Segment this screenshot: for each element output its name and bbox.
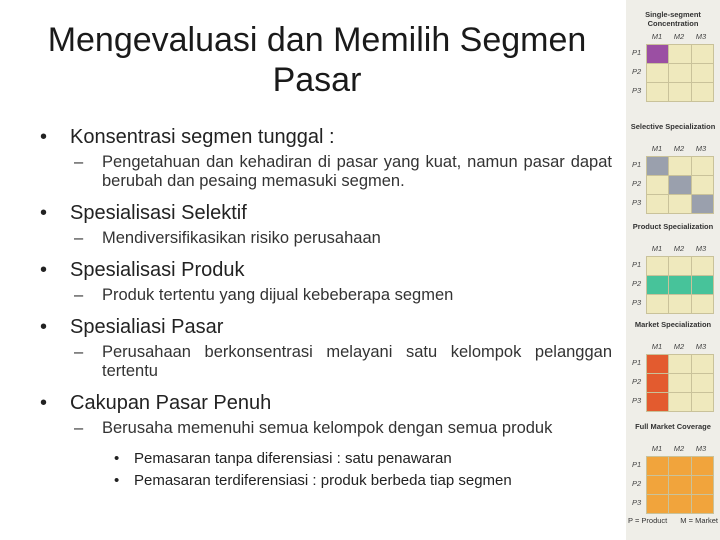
segment-cell-selected bbox=[647, 495, 668, 513]
market-label: M3 bbox=[695, 32, 707, 41]
market-labels bbox=[646, 144, 712, 153]
sub-bullet-marker: – bbox=[74, 419, 84, 437]
bullet-text: Spesialisasi Produk bbox=[70, 259, 245, 281]
bullet-item bbox=[40, 201, 612, 225]
sub-bullet-marker: – bbox=[74, 229, 84, 247]
segment-cell bbox=[692, 257, 713, 275]
legend-product: P = Product bbox=[628, 516, 668, 525]
market-label: M2 bbox=[673, 342, 685, 351]
bullet-marker: • bbox=[40, 202, 48, 224]
segment-cell-selected bbox=[647, 276, 668, 294]
bullet-list bbox=[40, 125, 612, 492]
segment-cell bbox=[647, 176, 668, 194]
segment-cell bbox=[647, 257, 668, 275]
market-label: M2 bbox=[673, 144, 685, 153]
product-label: P3 bbox=[632, 498, 642, 507]
segment-cell bbox=[647, 83, 668, 101]
market-label: M1 bbox=[651, 244, 663, 253]
market-label: M2 bbox=[673, 32, 685, 41]
segment-pattern-figure bbox=[626, 0, 720, 540]
segment-cell-selected bbox=[647, 476, 668, 494]
segment-cell-selected bbox=[647, 157, 668, 175]
legend-market: M = Market bbox=[680, 516, 718, 525]
bullet-text: Spesialisasi Selektif bbox=[70, 202, 247, 224]
market-label: M3 bbox=[695, 342, 707, 351]
market-label: M3 bbox=[695, 444, 707, 453]
market-label: M1 bbox=[651, 444, 663, 453]
segment-cell-selected bbox=[692, 476, 713, 494]
segment-cell bbox=[669, 45, 690, 63]
segment-cell bbox=[647, 64, 668, 82]
segment-grid bbox=[646, 156, 714, 214]
sub-sub-bullet-marker: • bbox=[114, 472, 120, 489]
sub-bullet-marker: – bbox=[74, 153, 84, 171]
bullet-marker: • bbox=[40, 316, 48, 338]
sub-bullet-text: Berusaha memenuhi semua kelompok dengan semua produk bbox=[102, 419, 553, 437]
segment-cell bbox=[692, 64, 713, 82]
segment-cell bbox=[647, 295, 668, 313]
market-labels bbox=[646, 244, 712, 253]
market-label: M3 bbox=[695, 144, 707, 153]
panel-title: Market Specialization bbox=[634, 320, 712, 329]
product-label: P1 bbox=[632, 260, 642, 269]
segment-cell bbox=[669, 393, 690, 411]
sub-sub-bullet-item bbox=[40, 470, 612, 492]
market-label: M1 bbox=[651, 32, 663, 41]
bullet-item bbox=[40, 315, 612, 339]
bullet-item bbox=[40, 258, 612, 282]
segment-cell bbox=[692, 83, 713, 101]
segment-cell bbox=[692, 393, 713, 411]
product-label: P1 bbox=[632, 460, 642, 469]
segment-cell-selected bbox=[669, 276, 690, 294]
sub-sub-bullet-marker: • bbox=[114, 450, 120, 467]
segment-cell-selected bbox=[692, 276, 713, 294]
segment-cell-selected bbox=[647, 457, 668, 475]
segment-cell-selected bbox=[692, 495, 713, 513]
segment-cell bbox=[669, 157, 690, 175]
market-label: M1 bbox=[651, 342, 663, 351]
segment-panel bbox=[626, 10, 720, 108]
sub-bullet-text: Mendiversifikasikan risiko perusahaan bbox=[102, 229, 381, 247]
segment-cell bbox=[669, 64, 690, 82]
market-labels bbox=[646, 444, 712, 453]
segment-grid bbox=[646, 256, 714, 314]
slide-title-line2: Pasar bbox=[272, 61, 362, 99]
market-label: M2 bbox=[673, 244, 685, 253]
segment-cell-selected bbox=[647, 45, 668, 63]
product-label: P2 bbox=[632, 479, 642, 488]
sub-bullet-text: Perusahaan berkonsentrasi melayani satu kelompok pelanggan tertentu bbox=[102, 343, 612, 380]
market-label: M2 bbox=[673, 444, 685, 453]
panel-title: Full Market Coverage bbox=[635, 422, 711, 431]
sub-sub-bullet-text: Pemasaran tanpa diferensiasi : satu penawaran bbox=[134, 450, 452, 467]
bullet-text: Cakupan Pasar Penuh bbox=[70, 392, 272, 414]
segment-cell bbox=[669, 83, 690, 101]
market-label: M3 bbox=[695, 244, 707, 253]
segment-cell-selected bbox=[647, 355, 668, 373]
slide-title-line1: Mengevaluasi dan Memilih Segmen bbox=[47, 21, 587, 59]
segment-cell bbox=[692, 355, 713, 373]
segment-cell-selected bbox=[647, 374, 668, 392]
product-label: P3 bbox=[632, 86, 642, 95]
bullet-marker: • bbox=[40, 259, 48, 281]
product-label: P3 bbox=[632, 396, 642, 405]
sub-bullet-item bbox=[40, 343, 612, 381]
segment-cell-selected bbox=[669, 495, 690, 513]
bullet-marker: • bbox=[40, 126, 48, 148]
bullet-item bbox=[40, 391, 612, 415]
product-label: P2 bbox=[632, 179, 642, 188]
segment-cell-selected bbox=[669, 476, 690, 494]
slide-title bbox=[14, 20, 620, 100]
segment-cell-selected bbox=[692, 195, 713, 213]
segment-cell bbox=[692, 295, 713, 313]
bullet-marker: • bbox=[40, 392, 48, 414]
segment-panel bbox=[626, 122, 720, 220]
panel-title: Single-segment Concentration bbox=[645, 10, 701, 28]
bullet-item bbox=[40, 125, 612, 149]
segment-cell-selected bbox=[669, 457, 690, 475]
sub-bullet-marker: – bbox=[74, 343, 84, 361]
segment-cell bbox=[692, 45, 713, 63]
sub-bullet-item bbox=[40, 286, 612, 305]
sub-bullet-text: Produk tertentu yang dijual kebeberapa segmen bbox=[102, 286, 454, 304]
segment-grid bbox=[646, 354, 714, 412]
sub-sub-bullet-item bbox=[40, 448, 612, 470]
segment-cell-selected bbox=[647, 393, 668, 411]
sub-bullet-item bbox=[40, 419, 612, 438]
market-label: M1 bbox=[651, 144, 663, 153]
segment-cell bbox=[692, 176, 713, 194]
segment-cell bbox=[647, 195, 668, 213]
product-label: P1 bbox=[632, 160, 642, 169]
segment-panel bbox=[626, 422, 720, 520]
sub-bullet-text: Pengetahuan dan kehadiran di pasar yang kuat, namun pasar dapat berubah dan pesaing memasuki segmen. bbox=[102, 153, 612, 190]
bullet-text: Spesialiasi Pasar bbox=[70, 316, 224, 338]
segment-panel bbox=[626, 320, 720, 418]
sub-sub-bullet-text: Pemasaran terdiferensiasi : produk berbeda tiap segmen bbox=[134, 472, 512, 489]
segment-cell bbox=[669, 374, 690, 392]
segment-grid bbox=[646, 44, 714, 102]
segment-cell bbox=[669, 257, 690, 275]
segment-cell-selected bbox=[692, 457, 713, 475]
segment-cell-selected bbox=[669, 176, 690, 194]
segment-panel bbox=[626, 222, 720, 320]
sub-bullet-item bbox=[40, 153, 612, 191]
market-labels bbox=[646, 342, 712, 351]
market-labels bbox=[646, 32, 712, 41]
product-label: P3 bbox=[632, 198, 642, 207]
sub-bullet-marker: – bbox=[74, 286, 84, 304]
product-label: P2 bbox=[632, 377, 642, 386]
segment-grid bbox=[646, 456, 714, 514]
product-label: P2 bbox=[632, 279, 642, 288]
panel-title: Product Specialization bbox=[632, 222, 714, 231]
segment-cell bbox=[692, 157, 713, 175]
product-label: P1 bbox=[632, 358, 642, 367]
product-label: P3 bbox=[632, 298, 642, 307]
segment-cell bbox=[692, 374, 713, 392]
sub-bullet-item bbox=[40, 229, 612, 248]
segment-cell bbox=[669, 355, 690, 373]
segment-cell bbox=[669, 195, 690, 213]
product-label: P2 bbox=[632, 67, 642, 76]
panel-title: Selective Specialization bbox=[630, 122, 716, 131]
segment-cell bbox=[669, 295, 690, 313]
product-label: P1 bbox=[632, 48, 642, 57]
bullet-text: Konsentrasi segmen tunggal : bbox=[70, 126, 335, 148]
